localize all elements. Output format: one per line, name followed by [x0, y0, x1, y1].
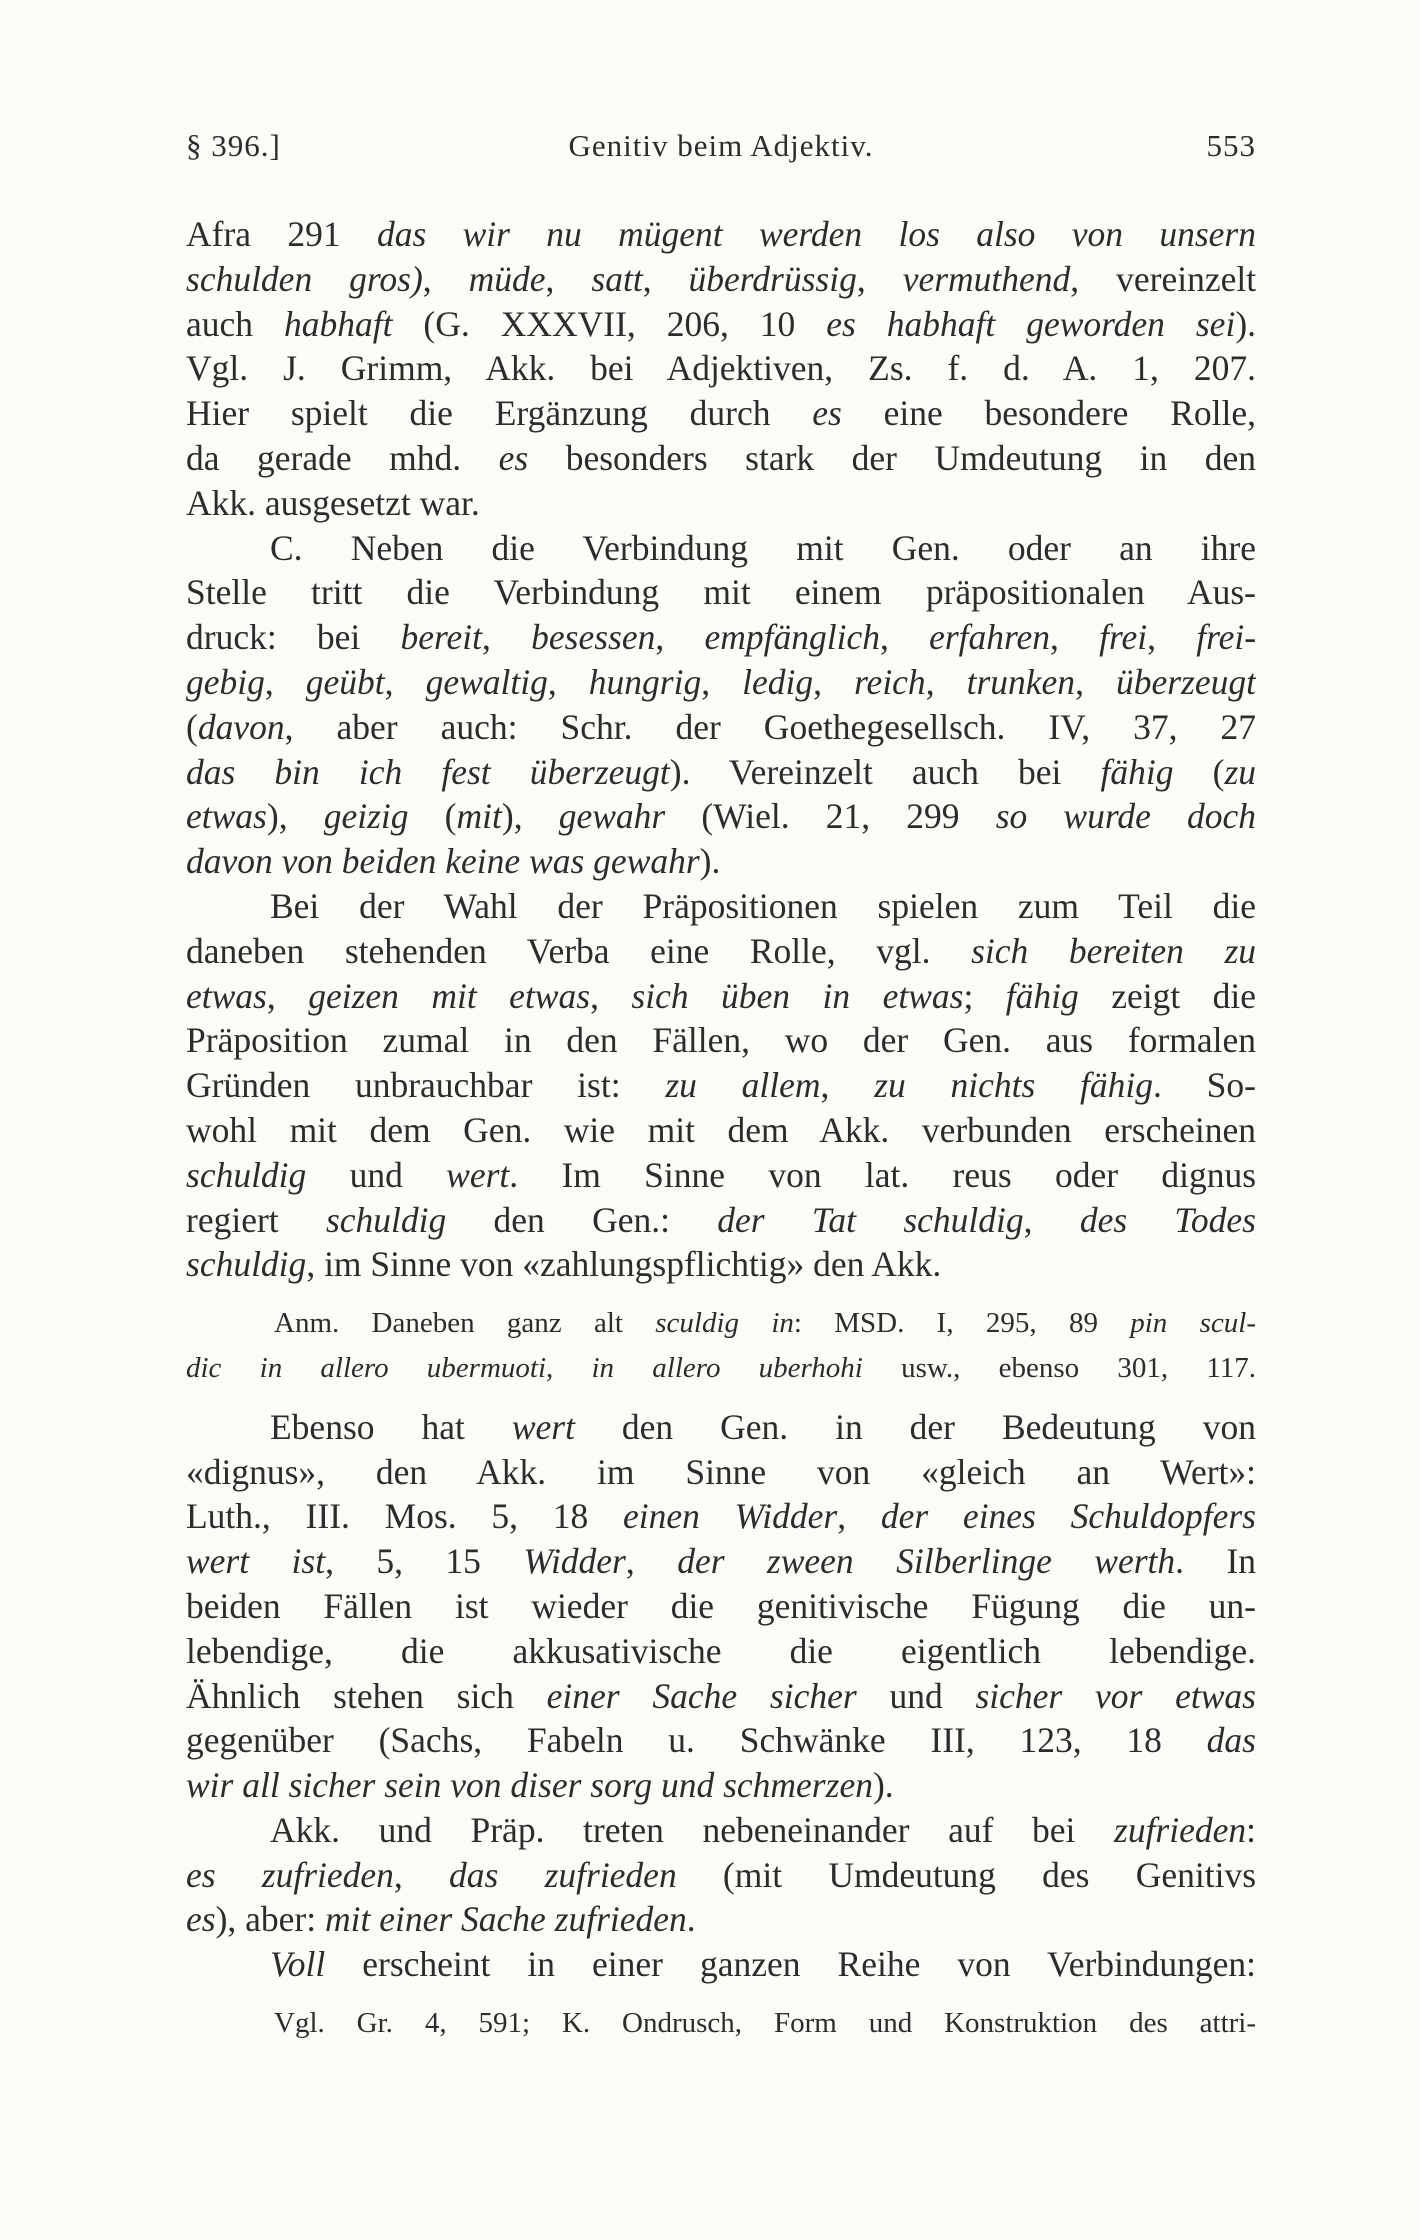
text-line: da gerade mhd. es besonders stark der Umdeutung in den	[186, 437, 1256, 478]
text-line: Akk. und Präp. treten nebeneinander auf bei zufrieden:	[270, 1809, 1256, 1850]
main-text	[186, 212, 1256, 2046]
text-line: «dignus», den Akk. im Sinne von «gleich an Wert»:	[186, 1451, 1256, 1492]
text-line: (davon, aber auch: Schr. der Goethegesellsch. IV, 37, 27	[186, 706, 1256, 747]
text-line: Stelle tritt die Verbindung mit einem präpositionalen Aus-	[186, 572, 1256, 613]
text-line: lebendige, die akkusativische die eigentlich lebendige.	[186, 1630, 1256, 1671]
text-line: daneben stehenden Verba eine Rolle, vgl. sich bereiten zu	[186, 930, 1256, 971]
text-line: gegenüber (Sachs, Fabeln u. Schwänke III, 123, 18 das	[186, 1720, 1256, 1761]
footnote-line: Vgl. Gr. 4, 591; K. Ondrusch, Form und Konstruktion des attri-	[274, 2007, 1256, 2040]
text-line: druck: bei bereit, besessen, empfänglich, erfahren, frei, frei-	[186, 617, 1256, 658]
text-line: wir all sicher sein von diser sorg und schmerzen).	[186, 1765, 894, 1806]
running-title: Genitiv beim Adjektiv.	[568, 128, 874, 163]
text-line: schuldig und wert. Im Sinne von lat. reus oder dignus	[186, 1154, 1256, 1195]
text-line: etwas, geizen mit etwas, sich üben in etwas; fähig zeigt die	[186, 975, 1256, 1016]
text-line: C. Neben die Verbindung mit Gen. oder an ihre	[270, 527, 1256, 568]
text-line: beiden Fällen ist wieder die genitivische Fügung die un-	[186, 1585, 1256, 1626]
text-line: wert ist, 5, 15 Widder, der zween Silberlinge werth. In	[186, 1541, 1256, 1582]
running-header	[186, 128, 1256, 172]
page-number: 553	[1206, 128, 1256, 163]
text-line: Vgl. J. Grimm, Akk. bei Adjektiven, Zs. f. d. A. 1, 207.	[186, 348, 1256, 389]
section-reference: § 396.]	[186, 128, 281, 163]
text-line: Gründen unbrauchbar ist: zu allem, zu nichts fähig. So-	[186, 1065, 1256, 1106]
text-line: etwas), geizig (mit), gewahr (Wiel. 21, 299 so wurde doch	[186, 796, 1256, 837]
text-line: Präposition zumal in den Fällen, wo der Gen. aus formalen	[186, 1020, 1256, 1061]
text-line: schulden gros), müde, satt, überdrüssig, vermuthend, vereinzelt	[186, 258, 1256, 299]
text-line: gebig, geübt, gewaltig, hungrig, ledig, reich, trunken, überzeugt	[186, 661, 1256, 702]
text-line: es), aber: mit einer Sache zufrieden.	[186, 1899, 696, 1940]
footnote	[186, 2001, 1256, 2046]
text-line: Hier spielt die Ergänzung durch es eine besondere Rolle,	[186, 393, 1256, 434]
text-line: auch habhaft (G. XXXVII, 206, 10 es habhaft geworden sei).	[186, 303, 1256, 344]
annotation-note	[186, 1301, 1256, 1391]
text-line: es zufrieden, das zufrieden (mit Umdeutung des Genitivs	[186, 1854, 1256, 1895]
text-line: das bin ich fest überzeugt). Vereinzelt auch bei fähig (zu	[186, 751, 1256, 792]
text-line: schuldig, im Sinne von «zahlungspflichtig» den Akk.	[186, 1244, 942, 1285]
text-line: Akk. ausgesetzt war.	[186, 482, 480, 523]
text-line: regiert schuldig den Gen.: der Tat schuldig, des Todes	[186, 1199, 1256, 1240]
text-line: Afra 291 das wir nu mügent werden los also von unsern	[186, 214, 1256, 254]
text-line: davon von beiden keine was gewahr).	[186, 841, 721, 882]
text-line: Ähnlich stehen sich einer Sache sicher und sicher vor etwas	[186, 1675, 1256, 1716]
text-line: Bei der Wahl der Präpositionen spielen zum Teil die	[270, 885, 1256, 926]
text-line: Voll erscheint in einer ganzen Reihe von Verbindungen:	[270, 1944, 1256, 1985]
text-line: wohl mit dem Gen. wie mit dem Akk. verbunden erscheinen	[186, 1109, 1256, 1150]
note-line: Anm. Daneben ganz alt sculdig in: MSD. I, 295, 89 pin scul-	[274, 1307, 1256, 1340]
note-line: dic in allero ubermuoti, in allero uberhohi usw., ebenso 301, 117.	[186, 1351, 1256, 1384]
text-line: Ebenso hat wert den Gen. in der Bedeutung von	[270, 1406, 1256, 1447]
text-line: Luth., III. Mos. 5, 18 einen Widder, der eines Schuldopfers	[186, 1496, 1256, 1537]
